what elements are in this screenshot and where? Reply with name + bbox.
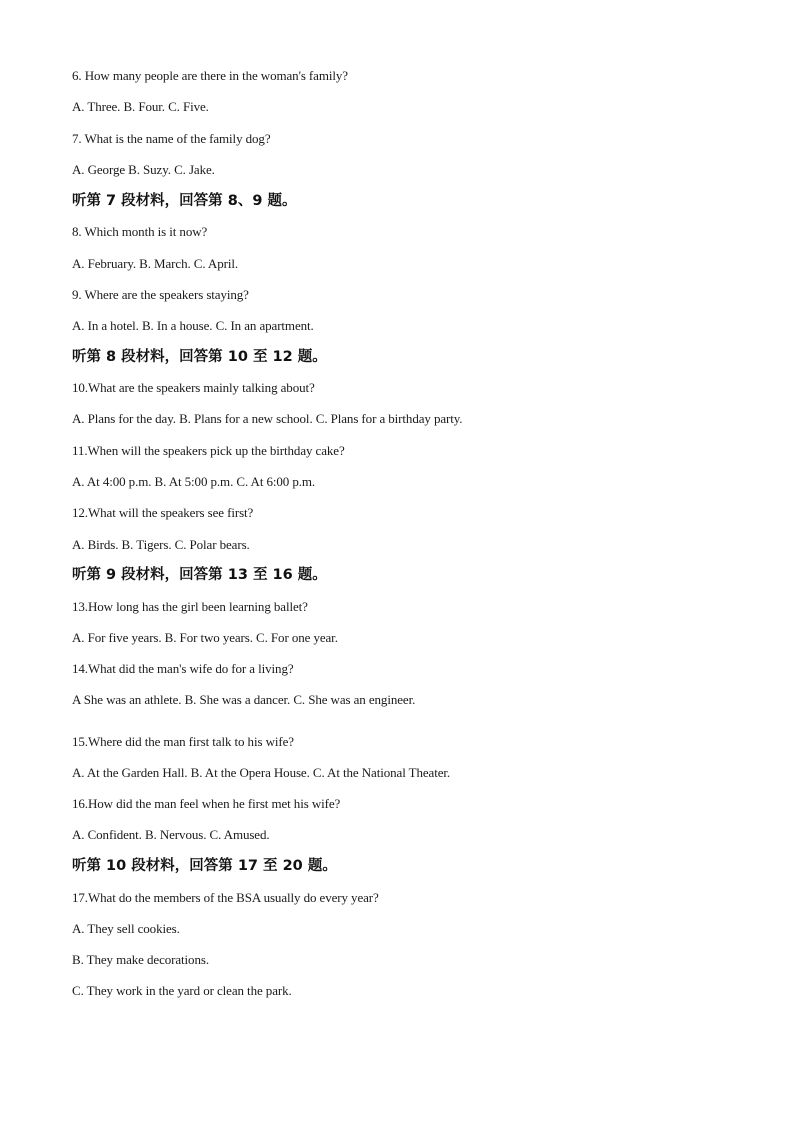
options-13: A. For five years. B. For two years. C. For one year. <box>72 630 338 645</box>
question-16: 16.How did the man feel when he first met his wife? <box>72 796 341 811</box>
question-10: 10.What are the speakers mainly talking about? <box>72 380 315 395</box>
section-heading-8: 听第 8 段材料，回答第 10 至 12 题。 <box>72 349 327 365</box>
question-12: 12.What will the speakers see first? <box>72 505 254 520</box>
question-15: 15.Where did the man first talk to his wife? <box>72 734 294 749</box>
question-6: 6. How many people are there in the woman's family? <box>72 68 348 83</box>
options-8: A. February. B. March. C. April. <box>72 256 239 271</box>
option-17-c: C. They work in the yard or clean the park. <box>72 983 292 998</box>
question-11: 11.When will the speakers pick up the birthday cake? <box>72 443 345 458</box>
section-heading-7: 听第 7 段材料，回答第 8、9 题。 <box>72 193 297 209</box>
options-10: A. Plans for the day. B. Plans for a new school. C. Plans for a birthday party. <box>72 411 463 426</box>
options-6: A. Three. B. Four. C. Five. <box>72 99 209 114</box>
options-9: A. In a hotel. B. In a house. C. In an apartment. <box>72 318 314 333</box>
options-15: A. At the Garden Hall. B. At the Opera House. C. At the National Theater. <box>72 765 451 780</box>
question-9: 9. Where are the speakers staying? <box>72 287 249 302</box>
option-17-a: A. They sell cookies. <box>72 921 180 936</box>
section-heading-9: 听第 9 段材料，回答第 13 至 16 题。 <box>72 567 327 583</box>
question-17: 17.What do the members of the BSA usually do every year? <box>72 890 379 905</box>
options-12: A. Birds. B. Tigers. C. Polar bears. <box>72 537 250 552</box>
options-14: A She was an athlete. B. She was a dancer. C. She was an engineer. <box>72 692 416 707</box>
section-heading-10: 听第 10 段材料，回答第 17 至 20 题。 <box>72 858 337 874</box>
question-8: 8. Which month is it now? <box>72 224 208 239</box>
options-16: A. Confident. B. Nervous. C. Amused. <box>72 827 270 842</box>
option-17-b: B. They make decorations. <box>72 952 209 967</box>
question-7: 7. What is the name of the family dog? <box>72 131 271 146</box>
options-11: A. At 4:00 p.m. B. At 5:00 p.m. C. At 6:00 p.m. <box>72 474 316 489</box>
question-14: 14.What did the man's wife do for a living? <box>72 661 294 676</box>
options-7: A. George B. Suzy. C. Jake. <box>72 162 215 177</box>
question-13: 13.How long has the girl been learning ballet? <box>72 599 308 614</box>
